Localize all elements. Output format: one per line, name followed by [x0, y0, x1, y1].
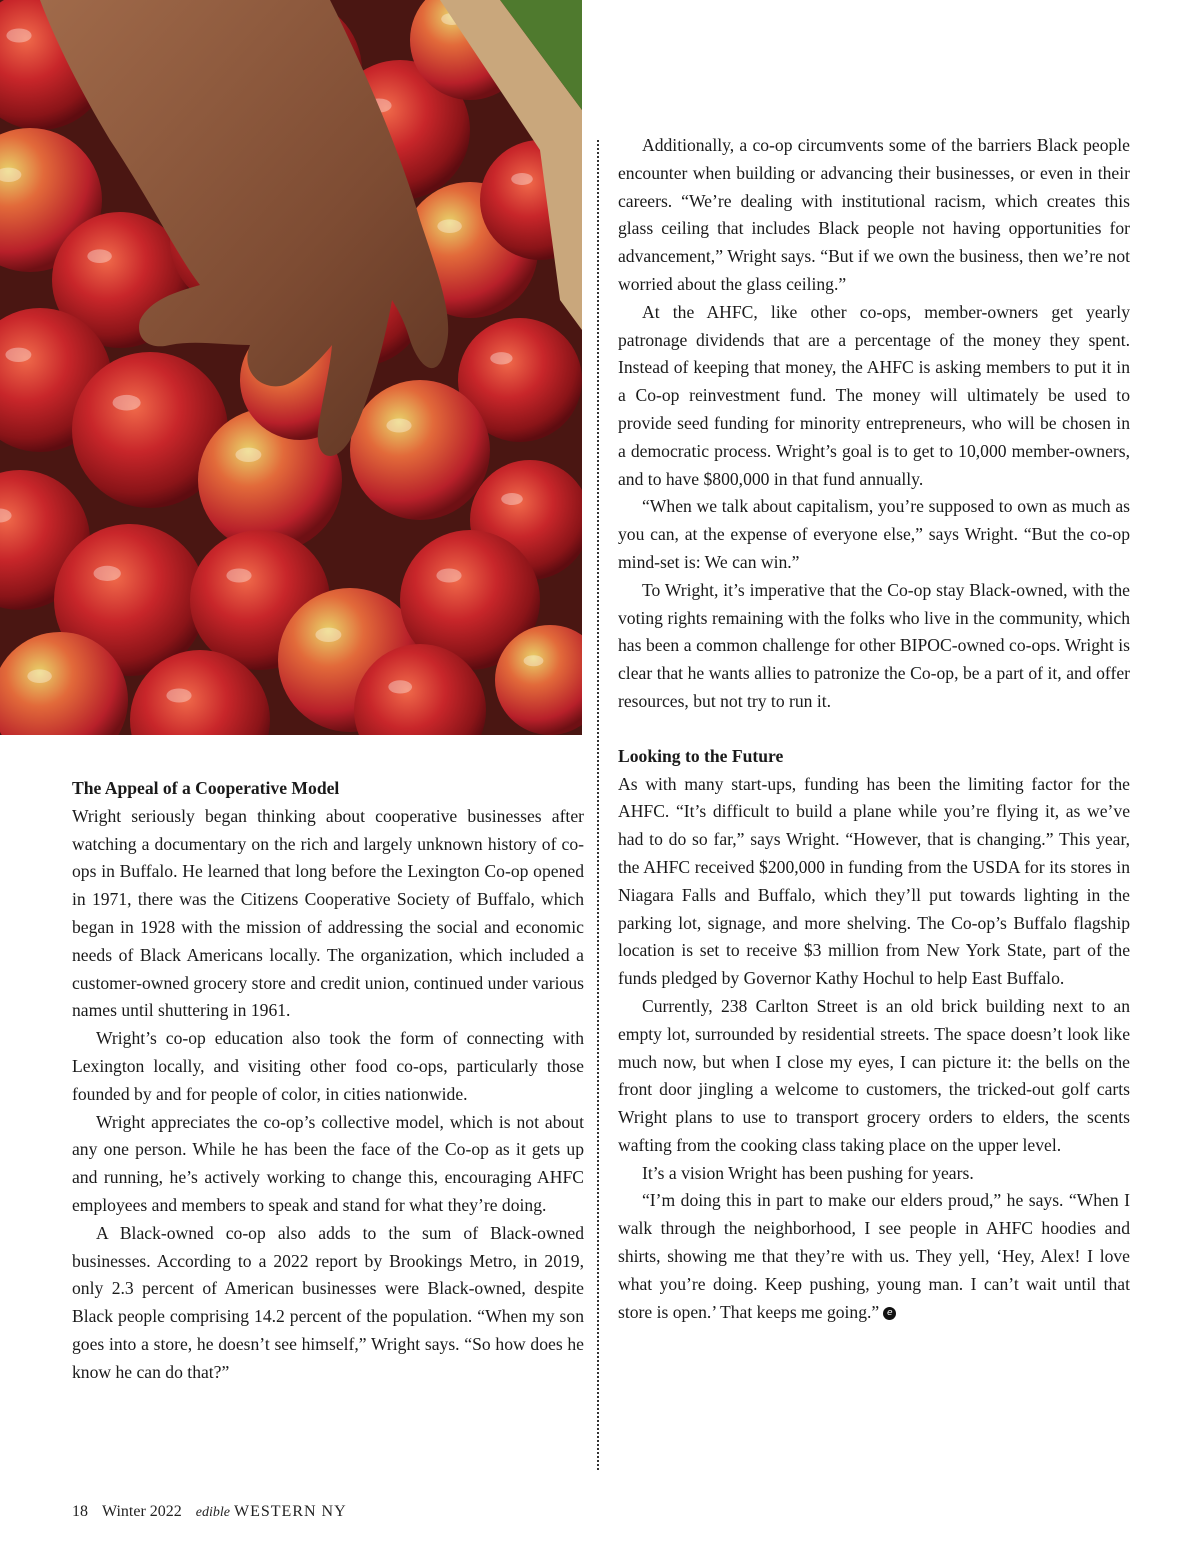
paragraph: As with many start-ups, funding has been the limiting factor for the AHFC. “It’s difficult to build a plane while you’re flying it, as we’ve had to do so far,” says Wright. “However, that is changing.” This year, the AHFC received $200,000 in funding from the USDA for its stores in Niagara Falls and Buffalo, which they’ll put towards lighting in the parking lot, signage, and more shelving. The Co-op’s Buffalo flagship location is set to receive $3 million from New York State, part of the funds pledged by Governor Kathy Hochul to help East Buffalo.: [618, 773, 1130, 989]
apple-highlight: [235, 448, 261, 462]
apple-highlight: [490, 352, 512, 364]
apple-highlight: [5, 348, 31, 362]
hand-reaching-into-apple-box-icon: [0, 0, 582, 735]
apple-highlight: [27, 669, 51, 683]
section-heading-cooperative-model: The Appeal of a Cooperative Model: [72, 778, 340, 798]
column-divider: [597, 140, 599, 1470]
apple: [350, 380, 490, 520]
apple-highlight: [437, 219, 461, 233]
page-footer: [72, 1503, 347, 1521]
paragraph: Wright’s co-op education also took the form of connecting with Lexington locally, and visiting other food co-ops, particularly those founded by and for people of color, in cities nationwide.: [72, 1028, 584, 1104]
paragraph-text: “I’m doing this in part to make our elders proud,” he says. “When I walk through the neighborhood, I see people in AHFC hoodies and shirts, showing me that they’re with us. They yell, ‘Hey, Alex! I love what you’re doing. Keep pushing, young man. I can’t wait until that store is open.’ That keeps me going.”: [618, 1190, 1130, 1322]
apple-highlight: [501, 493, 523, 505]
apple-highlight: [87, 249, 111, 263]
magazine-brand-caps: WESTERN NY: [234, 1503, 347, 1520]
paragraph: Currently, 238 Carlton Street is an old brick building next to an empty lot, surrounded by residential streets. The space doesn’t look like much now, but when I close my eyes, I can picture it: the bells on the front door jingling a welcome to customers, the tricked-out golf carts Wright plans to use to transport grocery orders to elders, the scents wafting from the cooking class taking place on the upper level.: [618, 995, 1130, 1155]
apples-photo: [0, 0, 582, 735]
paragraph: A Black-owned co-op also adds to the sum of Black-owned businesses. According to a 2022 report by Brookings Metro, in 2019, only 2.3 percent of American businesses were Black-owned, despite Black people comprising 14.2 percent of the population. “When my son goes into a store, he doesn’t see himself,” Wright says. “So how does he know he can do that?”: [72, 1222, 584, 1382]
apple-highlight: [6, 29, 31, 43]
apple-highlight: [94, 566, 121, 581]
apple-highlight: [436, 569, 461, 583]
right-column: [618, 132, 1130, 1326]
apple-highlight: [386, 419, 411, 433]
left-column: [72, 775, 584, 1387]
apple-highlight: [113, 395, 141, 411]
apple-highlight: [388, 680, 412, 693]
apple-highlight: [226, 569, 251, 583]
paragraph: To Wright, it’s imperative that the Co-op stay Black-owned, with the voting rights remaining with the folks who live in the community, which has been a common challenge for other BIPOC-owned co-ops. Wright is clear that he wants allies to patronize the Co-op, be a part of it, and offer resources, but not try to run it.: [618, 579, 1130, 711]
end-of-article-icon: e: [883, 1307, 896, 1320]
spacer: [618, 716, 1130, 743]
apple-highlight: [166, 689, 191, 703]
issue-label: Winter 2022: [102, 1503, 182, 1520]
apple-highlight: [524, 655, 544, 666]
paragraph: Wright appreciates the co-op’s collective model, which is not about any one person. While he has been the face of the Co-op as it gets up and running, he’s actively working to change this, encouraging AHFC employees and members to speak and stand for what they’re doing.: [72, 1111, 584, 1215]
paragraph: Wright seriously began thinking about cooperative businesses after watching a documentary on the rich and largely unknown history of co-ops in Buffalo. He learned that long before the Lexington Co-op opened in 1971, there was the Citizens Cooperative Society of Buffalo, which began in 1928 with the mission of addressing the social and economic needs of Black Americans locally. The organization, which included a customer-owned grocery store and credit union, continued under various names until shuttering in 1961.: [72, 805, 584, 1021]
paragraph: At the AHFC, like other co-ops, member-owners get yearly patronage dividends that are a percentage of the money they spent. Instead of keeping that money, the AHFC is asking members to put it in a Co-op reinvestment fund. The money will ultimately be used to provide seed funding for minority entrepreneurs, who will be chosen in a democratic process. Wright’s goal is to get to 10,000 member-owners, and to have $800,000 in that fund annually.: [618, 301, 1130, 489]
paragraph: “When we talk about capitalism, you’re supposed to own as much as you can, at the expense of everyone else,” says Wright. “But the co-op mind-set is: We can win.”: [618, 496, 1130, 572]
paragraph: Additionally, a co-op circumvents some of the barriers Black people encounter when building or advancing their businesses, or even in their careers. “We’re dealing with institutional racism, which creates this glass ceiling that includes Black people not having opportunities for advancement,” Wright says. “But if we own the business, then we’re not worried about the glass ceiling.”: [618, 135, 1130, 294]
apple-highlight: [315, 628, 341, 642]
paragraph: It’s a vision Wright has been pushing for years.: [642, 1162, 974, 1183]
apple-highlight: [511, 173, 533, 185]
section-heading-future: Looking to the Future: [618, 745, 784, 766]
page-number: 18: [72, 1503, 88, 1520]
paragraph-final: [618, 1187, 1130, 1326]
magazine-brand-italic: edible: [195, 1505, 230, 1520]
